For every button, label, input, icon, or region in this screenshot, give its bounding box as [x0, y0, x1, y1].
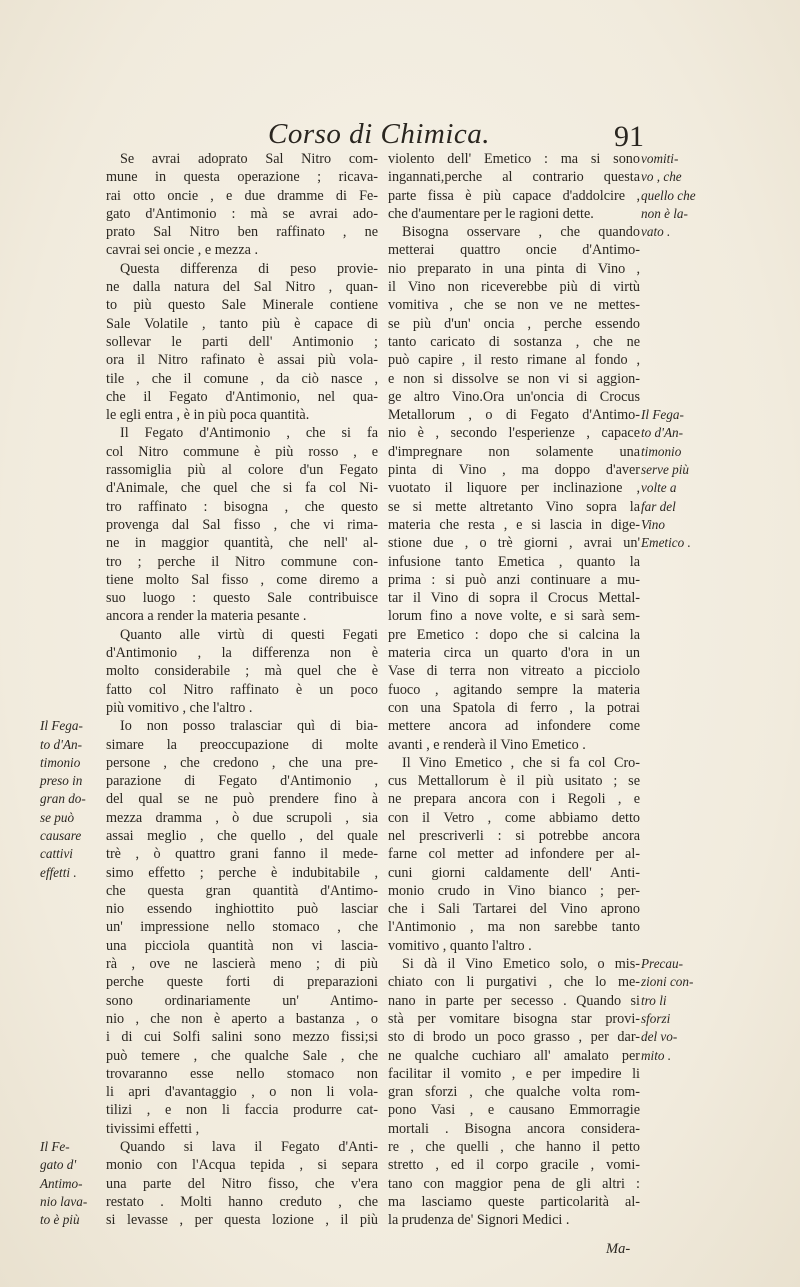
- text-line: simo effetto ; perche è indubitabile ,: [106, 864, 378, 881]
- text-line: to più questo Sale Minerale contiene: [106, 297, 378, 314]
- margin-note-line: Vino: [641, 516, 665, 532]
- text-line: molto considerabile ; mà quel che è: [106, 663, 378, 680]
- text-line: mettere ancora ad infondere come: [388, 718, 640, 735]
- text-line: stretto , ed il corpo gracile , vomi-: [388, 1157, 640, 1174]
- margin-note-line: Antimo-: [40, 1175, 83, 1191]
- text-line: vuotato il liquore per inclinazione ,: [388, 480, 640, 497]
- margin-note-line: tro li: [641, 992, 667, 1008]
- text-line: vomitivo , quanto l'altro .: [388, 937, 532, 954]
- text-line: Il Fegato d'Antimonio , che si fa: [120, 425, 378, 442]
- text-line: sono ordinariamente un' Antimo-: [106, 992, 378, 1009]
- margin-note-line: volte a: [641, 480, 677, 496]
- margin-note-line: timonio: [641, 443, 682, 459]
- text-line: perche queste forti di preparazioni: [106, 974, 378, 991]
- margin-note-line: del vo-: [641, 1029, 678, 1045]
- text-line: monio con l'Acqua tepida , si separa: [106, 1157, 378, 1174]
- text-line: tivissimi effetti ,: [106, 1120, 200, 1137]
- text-line: cavrai sei oncie , e mezza .: [106, 242, 259, 259]
- text-line: gran sforzi , che qualche volta rom-: [388, 1084, 640, 1101]
- text-line: nio , che non è aperto a bastanza , o: [106, 1010, 378, 1027]
- margin-note-line: far del: [641, 498, 676, 514]
- margin-note-line: timonio: [40, 754, 81, 770]
- text-line: ne dalla natura del Sal Nitro , quan-: [106, 279, 378, 296]
- text-line: la prudenza de' Signori Medici .: [388, 1212, 570, 1229]
- text-line: ingannati,perche al contrario questa: [388, 169, 640, 186]
- text-line: Il Vino Emetico , che si fa col Cro-: [402, 754, 640, 771]
- text-line: pono Vasi , e causano Emmorragie: [388, 1102, 640, 1119]
- text-line: prima : si può anzi continuare a mu-: [388, 571, 640, 588]
- text-line: del qual se ne può prendere fino à: [106, 791, 378, 808]
- text-line: pre Emetico : dopo che si calcina la: [388, 626, 640, 643]
- text-line: fatto col Nitro raffinato è un poco: [106, 681, 378, 698]
- text-line: Bisogna osservare , che quando: [402, 224, 640, 241]
- margin-note-line: to d'An-: [40, 736, 83, 752]
- text-line: provenga dal Sal fisso , che vi rima-: [106, 516, 378, 533]
- text-line: restato . Molti hanno creduto , che: [106, 1193, 378, 1210]
- text-line: ne in maggior quantità, che nell' al-: [106, 535, 378, 552]
- text-line: li apri d'avantaggio , o non li vola-: [106, 1084, 378, 1101]
- text-line: persone , che credono , che una pre-: [106, 754, 378, 771]
- text-line: che i Sali Tartarei del Vino aprono: [388, 901, 640, 918]
- margin-note-line: vato .: [641, 224, 671, 240]
- text-line: stà per vomitare bisogna star provi-: [388, 1010, 640, 1027]
- text-line: re , che quelli , che hanno il petto: [388, 1139, 640, 1156]
- text-line: Metallorum , o di Fegato d'Antimo-: [388, 407, 640, 424]
- text-line: nel prescriverli : si potrebbe ancora: [388, 827, 640, 844]
- text-line: d'Animale, che quel che si fa col Ni-: [106, 480, 378, 497]
- text-line: nio essendo inghiottito può lasciar: [106, 901, 378, 918]
- margin-note-line: vomiti-: [641, 151, 679, 166]
- text-line: suo luogo : questo Sale contribuisce: [106, 590, 378, 607]
- margin-note: [641, 150, 713, 241]
- text-line: cuni giorni caldamente dell' Anti-: [388, 864, 640, 881]
- text-line: Se avrai adoprato Sal Nitro com-: [120, 151, 378, 167]
- text-line: il Vino non riceverebbe più di virtù: [388, 279, 640, 296]
- text-line: rà , ove ne lascierà meno ; di più: [106, 956, 378, 973]
- catchword: Ma-: [606, 1241, 631, 1257]
- text-line: farne col metter ad infondere per al-: [388, 846, 640, 863]
- margin-note-line: gran do-: [40, 791, 86, 807]
- text-line: prato Sal Nitro ben raffinato , ne: [106, 224, 378, 241]
- text-line: cus Mettallorum è il più usitato ; se: [388, 773, 640, 790]
- margin-note-line: se può: [40, 809, 75, 825]
- text-line: può capire , il resto rimane al fondo ,: [388, 352, 640, 369]
- text-line: Vase di terra non vitreato a picciolo: [388, 663, 640, 680]
- text-line: tro ; perche il Nitro commune con-: [106, 553, 378, 570]
- text-line: tro raffinato : bisogna , che questo: [106, 498, 378, 515]
- text-line: Questa differenza di peso provie-: [120, 260, 378, 277]
- text-line: una parte del Nitro fisso, che v'era: [106, 1175, 378, 1192]
- text-line: tanto caricato di sostanza , che ne: [388, 333, 640, 350]
- text-line: mezza dramma , ò due scrupoli , sia: [106, 809, 378, 826]
- margin-note-line: Emetico .: [641, 535, 691, 551]
- text-line: se si mette altretanto Vino sopra la: [388, 498, 640, 515]
- text-line: nio preparato in una pinta di Vino ,: [388, 260, 640, 277]
- text-line: trovaranno esse nello stomaco non: [106, 1065, 378, 1082]
- text-line: Quanto alle virtù di questi Fegati: [120, 626, 378, 643]
- text-line: assai meglio , che quello , del quale: [106, 827, 378, 844]
- text-line: che il Fegato d'Antimonio, nel qua-: [106, 388, 378, 405]
- text-line: lorum fino a nove volte, e si sarà sem-: [388, 608, 640, 625]
- left-text-column: [106, 150, 378, 1230]
- text-line: ne prepara ancora con i Regoli , e: [388, 791, 640, 808]
- text-line: ma lasciamo queste particolarità al-: [388, 1193, 640, 1210]
- text-line: mune in questa operazione ; ricava-: [106, 169, 378, 186]
- text-line: ancora a render la materia pesante .: [106, 608, 307, 625]
- text-line: tiene molto Sal fisso , come diremo a: [106, 571, 378, 588]
- text-line: le egli entra , è in più poca quantità.: [106, 407, 310, 424]
- text-line: sollevar le parti dell' Antimonio ;: [106, 333, 378, 350]
- right-text-column: [388, 150, 640, 1230]
- text-line: d'impregnare non solamente una: [388, 443, 640, 460]
- margin-note-line: Il Fega-: [641, 407, 684, 423]
- margin-note-line: gato d': [40, 1157, 77, 1173]
- text-line: una picciola quantità non vi lascia-: [106, 937, 378, 954]
- text-line: con il Vetro , come abbiamo detto: [388, 809, 640, 826]
- text-line: con una Spatola di ferro , la potrai: [388, 699, 640, 716]
- text-line: l'Antimonio , ma non sarebbe tanto: [388, 919, 640, 936]
- margin-note-line: nio lava-: [40, 1194, 88, 1210]
- text-line: simare la preoccupazione di molte: [106, 736, 378, 753]
- margin-note: [641, 406, 713, 552]
- margin-note-line: to è più: [40, 1212, 80, 1228]
- text-line: sto di brodo un poco grasso , per dar-: [388, 1029, 640, 1046]
- margin-note-line: vo , che: [641, 169, 682, 185]
- margin-note-line: Il Fe-: [40, 1139, 70, 1155]
- text-line: ge altro Vino.Ora un'oncia di Crocus: [388, 388, 640, 405]
- margin-note: [641, 955, 713, 1065]
- text-line: materia circa un quarto d'ora in un: [388, 645, 640, 662]
- margin-note: [40, 1138, 104, 1229]
- margin-note-line: effetti .: [40, 864, 77, 880]
- text-line: tilizi , e non li faccia produrre cat-: [106, 1102, 378, 1119]
- margin-note-line: cattivi: [40, 846, 73, 862]
- margin-note-line: zioni con-: [641, 974, 694, 990]
- text-line: parte fissa è più capace d'addolcire ,: [388, 187, 640, 204]
- margin-note-line: preso in: [40, 773, 83, 789]
- text-line: se più d'un' oncia , perche essendo: [388, 315, 640, 332]
- text-line: metterai quattro oncie d'Antimo-: [388, 242, 640, 259]
- text-line: tile , che il comune , da ciò nasce ,: [106, 370, 378, 387]
- margin-note-line: Il Fega-: [40, 718, 83, 734]
- text-line: parazione di Fegato d'Antimonio ,: [106, 773, 378, 790]
- margin-note-line: non è la-: [641, 205, 688, 221]
- text-line: più vomitivo , che l'altro .: [106, 699, 253, 716]
- text-line: si levasse , per questa lozione , il più: [106, 1212, 378, 1229]
- text-line: Io non posso tralasciar quì di bia-: [120, 718, 378, 735]
- text-line: fuoco , agitando sempre la materia: [388, 681, 640, 698]
- margin-note: [40, 717, 104, 882]
- margin-note-line: to d'An-: [641, 425, 684, 441]
- margin-note-line: serve più: [641, 462, 689, 478]
- margin-note-line: mito .: [641, 1047, 672, 1063]
- text-line: Quando si lava il Fegato d'Anti-: [120, 1139, 378, 1156]
- margin-note-line: Precau-: [641, 956, 683, 972]
- text-line: che d'aumentare per le ragioni dette.: [388, 205, 594, 222]
- text-line: infusione tanto Emetica , quanto la: [388, 553, 640, 570]
- text-line: vomitiva , che se non ve ne mettes-: [388, 297, 640, 314]
- text-line: avanti , e renderà il Vino Emetico .: [388, 736, 586, 753]
- margin-note-line: causare: [40, 828, 82, 844]
- text-line: trè , ò quattro grani fanno il mede-: [106, 846, 378, 863]
- text-line: un' impressione nello stomaco , che: [106, 919, 378, 936]
- running-title: Corso di Chimica.: [268, 118, 490, 150]
- text-line: Si dà il Vino Emetico solo, o mis-: [402, 956, 640, 973]
- text-line: d'Antimonio , la differenza non è: [106, 645, 378, 662]
- text-line: può temere , che qualche Sale , che: [106, 1047, 378, 1064]
- margin-note-line: quello che: [641, 187, 696, 203]
- page-number: 91: [614, 120, 644, 153]
- text-line: ne qualche cuchiaro all' amalato per: [388, 1047, 640, 1064]
- text-line: e non si dissolve se non vi si aggion-: [388, 370, 640, 387]
- text-line: chiato con li purgativi , che lo me-: [388, 974, 640, 991]
- text-line: nano in parte per secesso . Quando si: [388, 992, 640, 1009]
- text-line: violento dell' Emetico : ma si sono: [388, 151, 640, 167]
- text-line: monio crudo in Vino bianco ; per-: [388, 882, 640, 899]
- text-line: materia che resta , e si lascia in dige-: [388, 516, 640, 533]
- text-line: rai otto oncie , e due dramme di Fe-: [106, 187, 378, 204]
- text-line: facilitar il vomito , e per impedire li: [388, 1065, 640, 1082]
- text-line: gato d'Antimonio : mà se avrai ado-: [106, 205, 378, 222]
- text-line: rassomiglia più al colore d'un Fegato: [106, 462, 378, 479]
- text-line: pinta di Vino , ma doppo d'aver: [388, 462, 640, 479]
- text-line: ora il Nitro rafinato è assai più vola-: [106, 352, 378, 369]
- text-line: che questa gran quantità d'Antimo-: [106, 882, 378, 899]
- text-line: col Nitro commune è più rosso , e: [106, 443, 378, 460]
- text-line: Sale Volatile , tanto più è capace di: [106, 315, 378, 332]
- text-line: i di cui Solfi salini sono mezzo fissi;si: [106, 1029, 378, 1046]
- text-line: tano con maggior pena de gli altri :: [388, 1175, 640, 1192]
- text-line: tar il Vino di sopra il Crocus Mettal-: [388, 590, 640, 607]
- text-line: mortali . Bisogna ancora considera-: [388, 1120, 640, 1137]
- text-line: stione due , o trè giorni , avrai un': [388, 535, 640, 552]
- margin-note-line: sforzi: [641, 1011, 671, 1027]
- text-line: nio è , secondo l'esperienze , capace: [388, 425, 640, 442]
